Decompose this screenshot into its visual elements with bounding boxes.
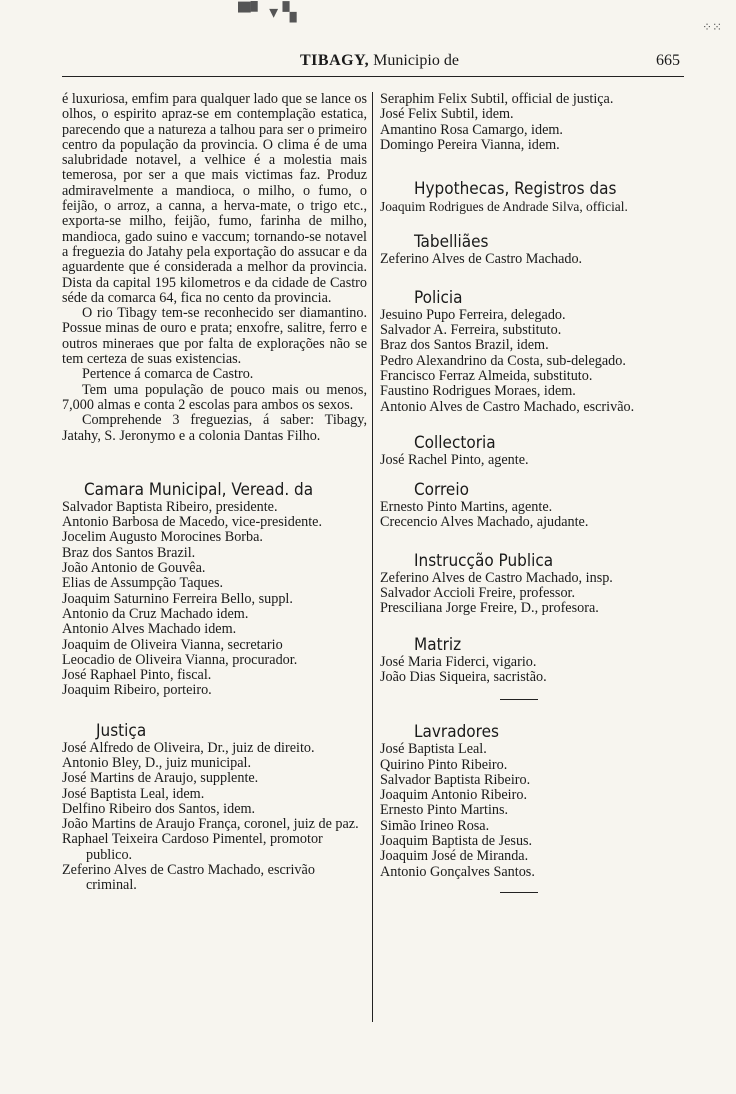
list-item: Salvador Baptista Ribeiro. <box>380 771 531 788</box>
list-item: José Baptista Leal, idem. <box>62 785 205 802</box>
list-item: Joaquim de Oliveira Vianna, secretario <box>62 636 283 653</box>
ink-blot-mark: ⁘⁙ <box>702 20 723 34</box>
list-item: Joaquim José de Miranda. <box>380 848 529 865</box>
list-item: José Felix Subtil, idem. <box>380 106 514 123</box>
section-heading-lavradores: Lavradores <box>414 722 499 743</box>
list-item: Antonio Bley, D., juiz municipal. <box>62 754 252 771</box>
intro-paragraph: Comprehende 3 freguezias, á saber: Tibagy, Jatahy, S. Jeronymo e a colonia Dantas Filho. <box>62 412 367 444</box>
list-item: Delfino Ribeiro dos Santos, idem. <box>62 800 256 817</box>
section-heading-matriz: Matriz <box>414 634 462 655</box>
list-item: José Alfredo de Oliveira, Dr., juiz de direito. <box>62 739 315 756</box>
list-item: Quirino Pinto Ribeiro. <box>380 756 508 773</box>
list-item: José Maria Fiderci, vigario. <box>380 653 537 670</box>
oficiais-list <box>380 92 686 153</box>
policia-list <box>380 308 686 415</box>
header-title: TIBAGY, <box>300 52 370 69</box>
list-item: Elias de Assumpção Taques. <box>62 575 224 592</box>
section-heading-justica: Justiça <box>96 720 147 741</box>
list-item: Salvador Accioli Freire, professor. <box>380 585 576 602</box>
ink-blot-mark: ▀▘ ▾ ▚ <box>238 2 297 22</box>
left-column <box>62 92 367 894</box>
list-item: Joaquim Baptista de Jesus. <box>380 833 533 850</box>
list-item: Pedro Alexandrino da Costa, sub-delegado. <box>380 352 626 369</box>
list-item: João Antonio de Gouvêa. <box>62 560 206 577</box>
list-item: Braz dos Santos Brazil. <box>62 544 196 561</box>
list-item: Jesuino Pupo Ferreira, delegado. <box>380 306 566 323</box>
list-item: Presciliana Jorge Freire, D., profesora. <box>380 600 599 617</box>
list-item: João Dias Siqueira, sacristão. <box>380 668 547 685</box>
list-item: Crecencio Alves Machado, ajudante. <box>380 514 589 531</box>
list-item: Zeferino Alves de Castro Machado. <box>380 251 583 268</box>
section-heading-policia: Policia <box>414 287 463 308</box>
list-item: Salvador Baptista Ribeiro, presidente. <box>62 498 278 515</box>
list-item: Jocelim Augusto Morocines Borba. <box>62 529 263 546</box>
intro-paragraph: Pertence á comarca de Castro. <box>82 366 254 383</box>
list-item: José Raphael Pinto, fiscal. <box>62 667 212 684</box>
column-divider <box>372 92 373 1022</box>
list-item: Antonio Alves Machado idem. <box>62 621 237 638</box>
section-heading-hypothecas: Hypothecas, Registros das <box>414 179 617 200</box>
right-column <box>380 92 686 893</box>
list-item: Joaquim Antonio Ribeiro. <box>380 787 527 804</box>
section-divider <box>500 892 538 893</box>
section-heading-camara: Camara Municipal, Veread. da <box>84 479 314 500</box>
page-number: 665 <box>656 52 680 69</box>
intro-paragraph: Tem uma população de pouco mais ou menos, 7,000 almas e conta 2 escolas para ambos os sexos. <box>62 381 367 413</box>
intro-paragraph: O rio Tibagy tem-se reconhecido ser diamantino. Possue minas de ouro e prata; enxofre, salitre, ferro e outros mineraes que por falta de explorações não se tem certeza de suas existencias. <box>62 305 367 368</box>
list-item: Leocadio de Oliveira Vianna, procurador. <box>62 651 298 668</box>
list-item: Antonio da Cruz Machado idem. <box>62 605 249 622</box>
list-item: José Rachel Pinto, agente. <box>380 451 529 468</box>
camara-list <box>62 500 367 699</box>
list-item: Braz dos Santos Brazil, idem. <box>380 337 549 354</box>
list-item: Domingo Pereira Vianna, idem. <box>380 136 560 153</box>
list-item: Raphael Teixeira Cardoso Pimentel, promotor publico. <box>62 831 323 863</box>
section-heading-collectoria: Collectoria <box>414 432 496 453</box>
list-item: Ernesto Pinto Martins, agente. <box>380 499 553 516</box>
intro-paragraph: é luxuriosa, emfim para qualquer lado que se lance os olhos, o espirito apraz-se em contemplação estatica, parecendo que a natureza a talhou para ser o primeiro centro da população da provincia. O clima é de uma salubridade notavel, a velhice é a molestia mais temerosa, por ser a que mais victimas faz. Produz admiravelmente a mandioca, o milho, o fumo, o feijão, o arroz, a canna, a herva-mate, o trigo etc., exporta-se milho, feijão, fumo, farinha de milho, mandioca, gado suino e vaccum; tornando-se notavel a freguezia do Jatahy pela exportação do assucar e da aguardente que é considerada a melhor da provincia. Dista da capital 195 kilometros e da cidade de Castro séde da comarca 64, fica no cento da provincia. <box>62 91 367 306</box>
list-item: Antonio Alves de Castro Machado, escrivão. <box>380 398 635 415</box>
header-subtitle: Municipio de <box>373 52 459 69</box>
section-heading-tabelliaes: Tabelliães <box>414 232 489 253</box>
header-rule <box>62 76 684 77</box>
list-item: Simão Irineo Rosa. <box>380 817 490 834</box>
list-item: Joaquim Rodrigues de Andrade Silva, official. <box>380 199 628 215</box>
list-item: Antonio Gonçalves Santos. <box>380 863 535 880</box>
list-item: João Martins de Araujo França, coronel, juiz de paz. <box>62 816 359 833</box>
justica-list <box>62 741 367 894</box>
section-heading-correio: Correio <box>414 480 469 501</box>
list-item: Zeferino Alves de Castro Machado, escrivão criminal. <box>62 862 315 894</box>
list-item: Ernesto Pinto Martins. <box>380 802 509 819</box>
page-header <box>300 50 680 72</box>
list-item: José Baptista Leal. <box>380 741 487 758</box>
list-item: Seraphim Felix Subtil, official de justiça. <box>380 91 614 107</box>
list-item: Joaquim Ribeiro, porteiro. <box>62 682 212 699</box>
list-item: Francisco Ferraz Almeida, substituto. <box>380 367 593 384</box>
list-item: Amantino Rosa Camargo, idem. <box>380 121 563 138</box>
list-item: Salvador A. Ferreira, substituto. <box>380 322 562 339</box>
list-item: Joaquim Saturnino Ferreira Bello, suppl. <box>62 590 293 607</box>
lavradores-list <box>380 742 686 880</box>
list-item: Zeferino Alves de Castro Machado, insp. <box>380 569 613 586</box>
section-heading-instruccao: Instrucção Publica <box>414 550 554 571</box>
list-item: Faustino Rodrigues Moraes, idem. <box>380 383 576 400</box>
list-item: José Martins de Araujo, supplente. <box>62 770 259 787</box>
list-item: Antonio Barbosa de Macedo, vice-presidente. <box>62 514 323 531</box>
